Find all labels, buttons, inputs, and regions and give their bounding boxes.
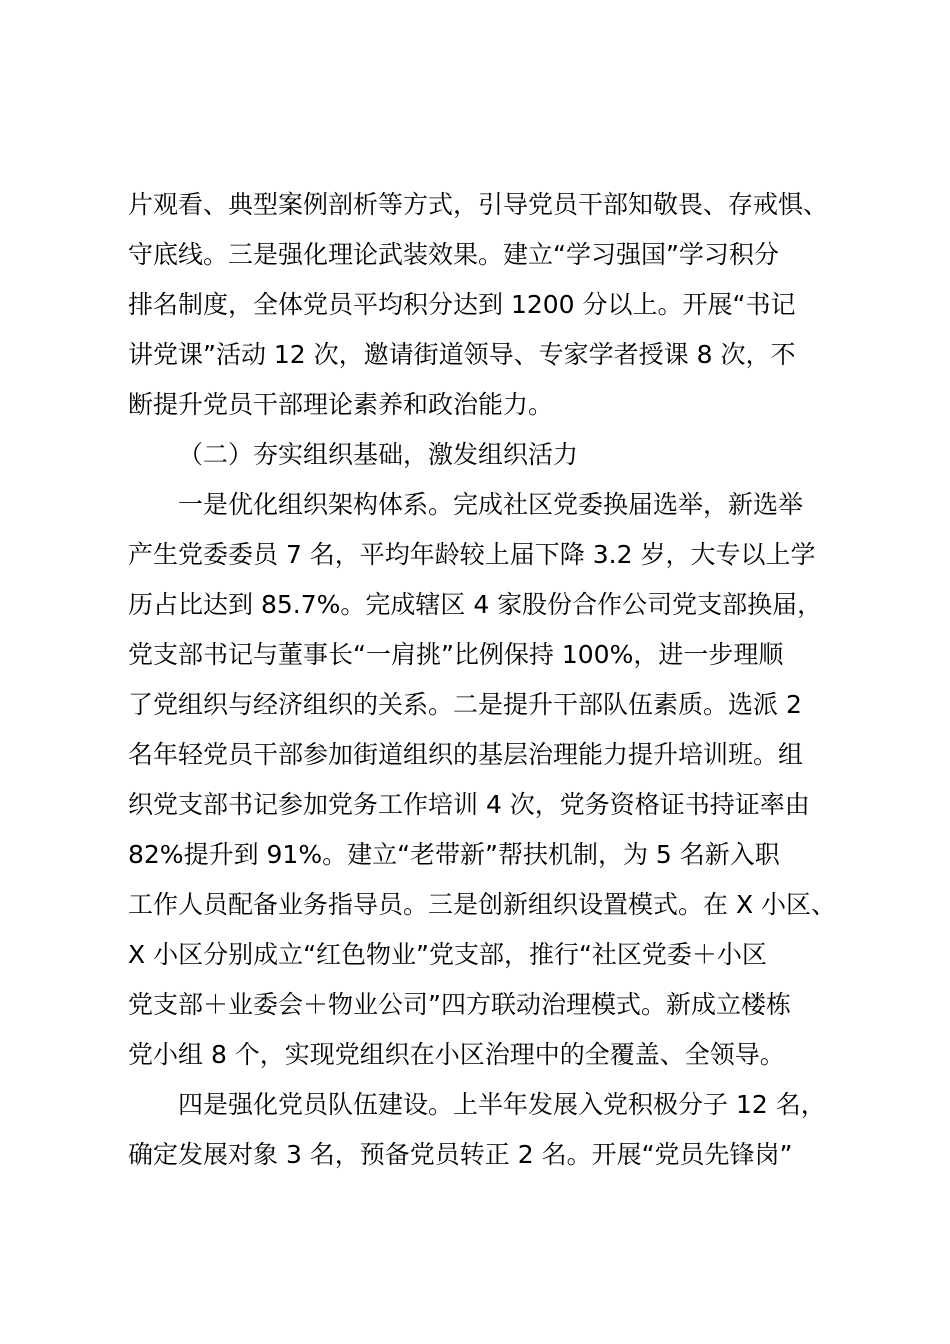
body-text-line: 党支部书记与董事长“一肩挑”比例保持 100%，进一步理顺 <box>128 640 784 669</box>
body-text-line: 排名制度，全体党员平均积分达到 1200 分以上。开展“书记 <box>128 290 796 319</box>
body-text-line: 断提升党员干部理论素养和政治能力。 <box>128 390 554 419</box>
body-text-line: 讲党课”活动 12 次，邀请街道领导、专家学者授课 8 次，不 <box>128 340 796 369</box>
body-text-line: 工作人员配备业务指导员。三是创新组织设置模式。在 X 小区、 <box>128 890 837 919</box>
section-heading: （二）夯实组织基础，激发组织活力 <box>178 440 579 469</box>
body-text-line: 82%提升到 91%。建立“老带新”帮扶机制，为 5 名新入职 <box>128 840 780 869</box>
body-text-line: 守底线。三是强化理论武装效果。建立“学习强国”学习积分 <box>128 240 779 269</box>
body-text-line: 确定发展对象 3 名，预备党员转正 2 名。开展“党员先锋岗” <box>128 1140 793 1169</box>
body-text-line: 产生党委委员 7 名，平均年龄较上届下降 3.2 岁，大专以上学 <box>128 540 816 569</box>
body-text-line: 名年轻党员干部参加街道组织的基层治理能力提升培训班。组 <box>128 740 804 769</box>
body-text-line: 党支部＋业委会＋物业公司”四方联动治理模式。新成立楼栋 <box>128 990 791 1019</box>
body-text-line: 党小组 8 个，实现党组织在小区治理中的全覆盖、全领导。 <box>128 1040 785 1069</box>
body-text-line: 片观看、典型案例剖析等方式，引导党员干部知敬畏、存戒惧、 <box>128 190 829 219</box>
paragraph-first-line: 一是优化组织架构体系。完成社区党委换届选举，新选举 <box>178 490 804 519</box>
body-text-line: X 小区分别成立“红色物业”党支部，推行“社区党委＋小区 <box>128 940 767 969</box>
body-text-line: 织党支部书记参加党务工作培训 4 次，党务资格证书持证率由 <box>128 790 810 819</box>
body-text-line: 了党组织与经济组织的关系。二是提升干部队伍素质。选派 2 <box>128 690 802 719</box>
paragraph-first-line: 四是强化党员队伍建设。上半年发展入党积极分子 12 名， <box>178 1090 826 1119</box>
body-text-line: 历占比达到 85.7%。完成辖区 4 家股份合作公司党支部换届， <box>128 590 823 619</box>
